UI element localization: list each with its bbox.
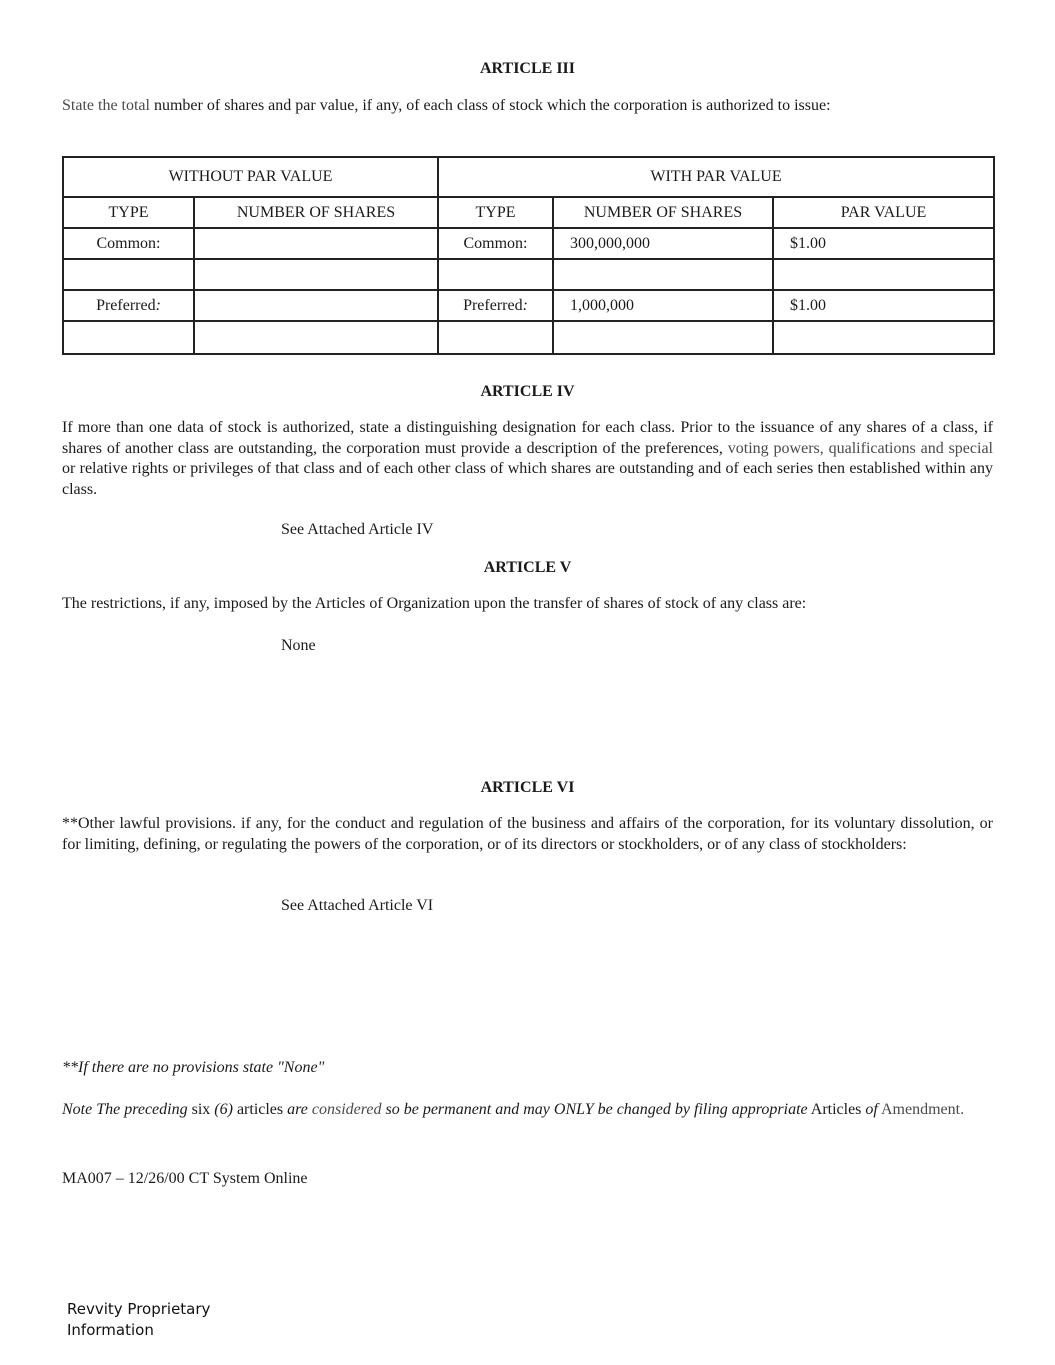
shares-table <box>62 156 995 355</box>
note-part-4: articles <box>232 1101 288 1118</box>
table-cell-empty <box>553 321 773 354</box>
proprietary-label <box>67 1299 267 1341</box>
note-part-8: Articles <box>807 1101 866 1118</box>
article-iii-intro <box>62 96 993 117</box>
article-vi-heading: ARTICLE VI <box>480 779 575 796</box>
note-part-3: (6) <box>214 1101 233 1118</box>
table-column-header-row <box>63 197 994 228</box>
table-cell-empty <box>773 259 994 290</box>
note-part-7: so be permanent and may ONLY be changed by filing appropriate <box>381 1101 808 1118</box>
preferred-shares-without <box>194 290 438 321</box>
article-iii-intro-rest: number of shares and par value, if any, of each class of stock which the corporation is authorized to issue: <box>149 97 831 114</box>
preferred-shares-with: 1,000,000 <box>553 290 773 321</box>
group-with-par-value: WITH PAR VALUE <box>438 157 994 197</box>
article-iv-text-b: or relative rights or privileges of that class and of each other class of which shares are outstanding and of each series then established within any class. <box>62 460 993 498</box>
group-without-par-value: WITHOUT PAR VALUE <box>63 157 438 197</box>
article-iv-text-a: If more than one data of stock is authorized, state a distinguishing designation for each class. Prior to the issuance of any shares of a class, if shares of another class are outstanding, the corporation must provide a description of the preferences, <box>62 419 993 457</box>
note-part-10: Amendment. <box>877 1101 965 1118</box>
note-part-6: considered <box>307 1101 382 1118</box>
col-number-with: NUMBER OF SHARES <box>553 197 773 228</box>
table-cell-empty <box>438 259 553 290</box>
preferred-type-without-colon: : <box>155 296 161 314</box>
table-cell-empty <box>553 259 773 290</box>
table-cell-empty <box>63 321 194 354</box>
preferred-par-value: $1.00 <box>773 290 994 321</box>
table-cell-empty <box>63 259 194 290</box>
note-part-5: are <box>287 1101 308 1118</box>
article-iv-text-grey: voting powers, qualifications and special <box>727 439 993 457</box>
article-iii-intro-grey: State the total <box>62 97 150 114</box>
common-type-with: Common: <box>438 228 553 259</box>
col-type-with: TYPE <box>438 197 553 228</box>
preferred-type-with <box>438 290 553 321</box>
preferred-type-with-label: Preferred <box>463 296 523 314</box>
table-row-blank-1 <box>63 259 994 290</box>
provisions-footnote: **If there are no provisions state "None" <box>62 1059 325 1076</box>
article-v-heading: ARTICLE V <box>483 559 572 576</box>
table-cell-empty <box>194 259 438 290</box>
article-v-text: The restrictions, if any, imposed by the Articles of Organization upon the transfer of shares of stock of any class are: <box>62 595 807 612</box>
form-id: MA007 – 12/26/00 CT System Online <box>62 1170 308 1187</box>
col-type-without: TYPE <box>63 197 194 228</box>
article-v-answer: None <box>281 637 316 654</box>
proprietary-line-2: Information <box>67 1321 154 1339</box>
article-iii-heading: ARTICLE III <box>479 60 576 77</box>
common-type-without: Common: <box>63 228 194 259</box>
table-cell-empty <box>438 321 553 354</box>
note-part-1: Note The preceding <box>62 1101 188 1118</box>
article-vi-text: **Other lawful provisions. if any, for the conduct and regulation of the business and affairs of the corporation, for its voluntary dissolution, or for limiting, defining, or regulating the powers of the corporation, or of its directors or stockholders, or of any class of stockholders: <box>62 815 993 853</box>
preferred-type-with-colon: : <box>522 296 528 314</box>
note-part-9: of <box>865 1101 878 1118</box>
note-part-2: six <box>187 1101 215 1118</box>
common-par-value: $1.00 <box>773 228 994 259</box>
proprietary-line-1: Revvity Proprietary <box>67 1300 211 1318</box>
preferred-type-without-label: Preferred <box>96 296 156 314</box>
col-par-value: PAR VALUE <box>773 197 994 228</box>
permanence-note <box>62 1098 993 1122</box>
article-iv-text <box>62 418 993 500</box>
table-group-header-row <box>63 157 994 197</box>
common-shares-without <box>194 228 438 259</box>
table-row-preferred <box>63 290 994 321</box>
preferred-type-without <box>63 290 194 321</box>
common-shares-with: 300,000,000 <box>553 228 773 259</box>
col-number-without: NUMBER OF SHARES <box>194 197 438 228</box>
table-cell-empty <box>194 321 438 354</box>
table-cell-empty <box>773 321 994 354</box>
table-row-common <box>63 228 994 259</box>
article-vi-answer: See Attached Article VI <box>281 897 434 914</box>
article-iv-heading: ARTICLE IV <box>480 383 575 400</box>
article-iv-answer: See Attached Article IV <box>281 521 434 538</box>
table-row-blank-2 <box>63 321 994 354</box>
